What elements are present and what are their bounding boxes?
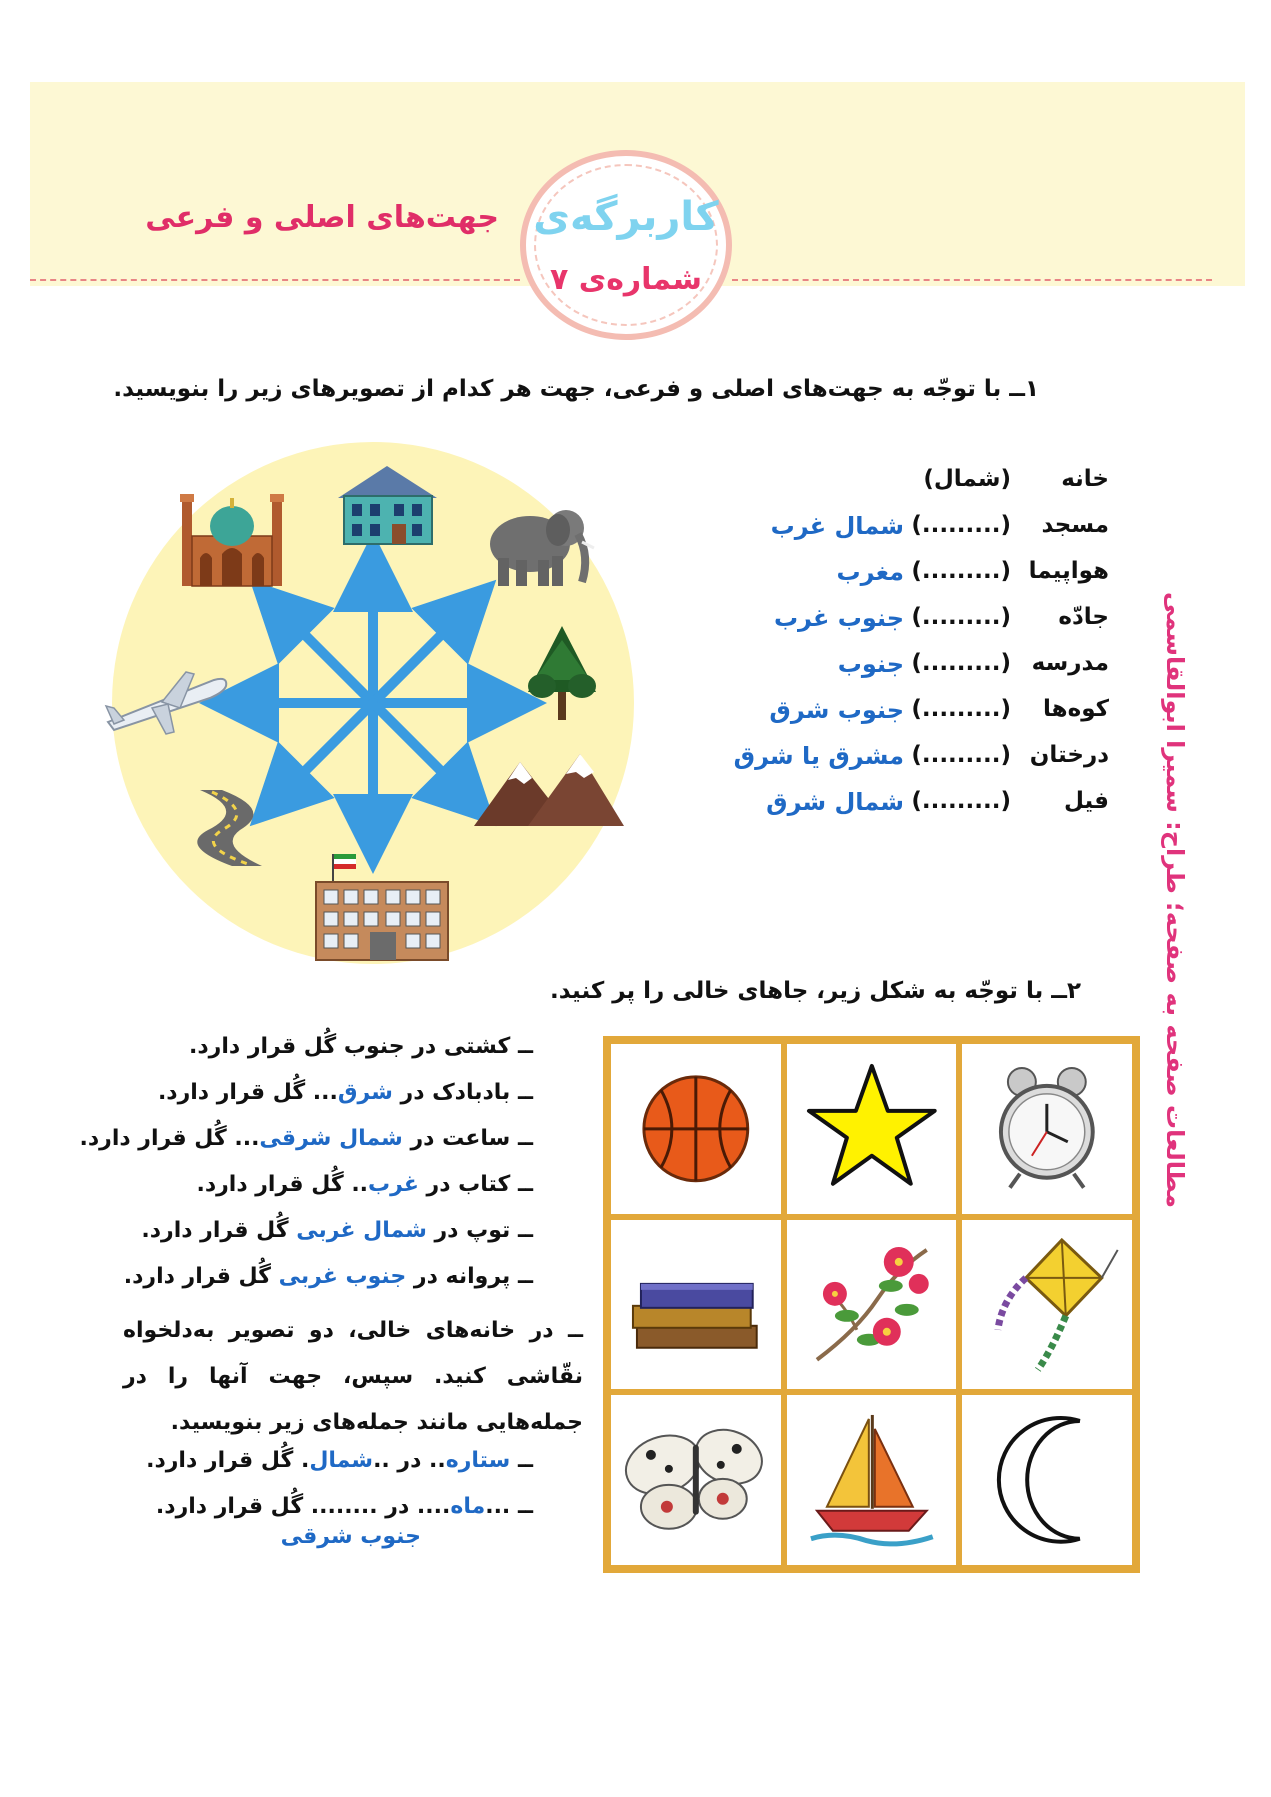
alarm-clock-icon xyxy=(962,1044,1132,1214)
road-icon xyxy=(178,790,266,866)
sentence: ــ بادبادک در شرق... گُل قرار دارد. xyxy=(157,1080,533,1105)
divider-line-right xyxy=(732,279,1212,281)
star-icon xyxy=(787,1044,957,1214)
item-name: مسجد xyxy=(1041,512,1109,538)
direction-answer: جنوب xyxy=(837,650,904,678)
item-name: کوه‌ها xyxy=(1043,696,1109,722)
direction-blank: (.........) xyxy=(911,604,1011,630)
direction-answer: مشرق یا شرق xyxy=(733,742,904,770)
worksheet-badge xyxy=(520,150,732,340)
sentence: ــ ساعت در شمال شرقی... گُل قرار دارد. xyxy=(79,1126,533,1151)
picture-grid xyxy=(603,1036,1140,1573)
sentence: ــ توپ در شمال غربی گُل قرار دارد. xyxy=(141,1218,533,1243)
item-name: جادّه xyxy=(1058,604,1109,630)
direction-answer: مغرب xyxy=(836,558,904,586)
grid-cell-kite xyxy=(959,1217,1135,1393)
direction-blank: (.........) xyxy=(911,788,1011,814)
sentence: ــ کشتی در جنوب گُل قرار دارد. xyxy=(189,1034,533,1059)
direction-answer: شمال غرب xyxy=(770,512,904,540)
grid-cell-sailboat xyxy=(784,1392,960,1568)
badge-label: کاربرگه‌ی xyxy=(533,194,719,240)
badge-number: شماره‌ی ۷ xyxy=(549,262,703,297)
item-name: فیل xyxy=(1064,788,1109,814)
kite-icon xyxy=(962,1220,1132,1390)
crescent-moon-icon xyxy=(962,1395,1132,1565)
sentence: ــ کتاب در غرب.. گُل قرار دارد. xyxy=(196,1172,533,1197)
direction-blank: (شمال) xyxy=(923,466,1011,492)
item-name: مدرسه xyxy=(1031,650,1109,676)
grid-cell-butterfly xyxy=(608,1392,784,1568)
sentence: ــ پروانه در جنوب غربی گُل قرار دارد. xyxy=(123,1264,533,1289)
house-icon xyxy=(330,460,445,548)
grid-cell-flower xyxy=(784,1217,960,1393)
elephant-icon xyxy=(478,498,596,590)
grid-cell-moon xyxy=(959,1392,1135,1568)
direction-blank: (.........) xyxy=(911,558,1011,584)
answer-row xyxy=(589,696,1109,736)
books-icon xyxy=(611,1220,781,1390)
direction-blank: (.........) xyxy=(911,742,1011,768)
airplane-icon xyxy=(102,664,232,738)
divider-line-left xyxy=(30,279,520,281)
sailboat-icon xyxy=(787,1395,957,1565)
answer-row xyxy=(589,650,1109,690)
direction-answer: شمال شرق xyxy=(766,788,904,816)
answer-row xyxy=(589,466,1109,506)
sentence-answer: غرب xyxy=(368,1172,419,1197)
answer-row xyxy=(589,558,1109,598)
school-icon xyxy=(312,852,452,964)
direction-blank: (.........) xyxy=(911,696,1011,722)
grid-cell-star xyxy=(784,1041,960,1217)
answer-row xyxy=(589,512,1109,552)
page-title: جهت‌های اصلی و فرعی xyxy=(145,200,499,235)
direction-blank: (.........) xyxy=(911,512,1011,538)
item-name: درختان xyxy=(1029,742,1109,768)
mosque-icon xyxy=(178,486,286,588)
sentence-answer: جنوب غربی xyxy=(278,1264,407,1289)
extra-sentence-2-answer: جنوب شرقی xyxy=(280,1524,421,1549)
item-name: خانه xyxy=(1061,466,1109,492)
direction-blank: (.........) xyxy=(911,650,1011,676)
side-credit: مطالعات صفحه به صفحه؛ طراح: سمیرا ابوالقاسمی xyxy=(1161,592,1189,1208)
direction-answer: جنوب غرب xyxy=(773,604,904,632)
sentence-answer: شرق xyxy=(337,1080,393,1105)
answer-row xyxy=(589,788,1109,828)
flower-icon xyxy=(787,1220,957,1390)
sentence-answer: شمال غربی xyxy=(296,1218,427,1243)
item-name: هواپیما xyxy=(1028,558,1109,584)
question-1: ۱ــ با توجّه به جهت‌های اصلی و فرعی، جهت هر کدام از تصویرهای زیر را بنویسید. xyxy=(113,376,1039,402)
grid-cell-books xyxy=(608,1217,784,1393)
grid-cell-basketball xyxy=(608,1041,784,1217)
sentence-answer: شمال شرقی xyxy=(259,1126,403,1151)
answer-row xyxy=(589,604,1109,644)
extra-sentence-2: ــ ...ماه.... در ........ گُل قرار دارد. xyxy=(155,1494,533,1519)
extra-sentence-1: ــ ستاره.. در ..شمال. گُل قرار دارد. xyxy=(146,1448,533,1473)
grid-cell-clock xyxy=(959,1041,1135,1217)
butterfly-icon xyxy=(611,1395,781,1565)
basketball-icon xyxy=(611,1044,781,1214)
answer-row xyxy=(589,742,1109,782)
question-2: ۲ــ با توجّه به شکل زیر، جاهای خالی را پر کنید. xyxy=(550,978,1081,1004)
drawing-instructions: ــ در خانه‌های خالی، دو تصویر به‌دلخواه نقّاشی کنید. سپس، جهت آنها را در جمله‌هایی مانند جمله‌های زیر بنویسید. xyxy=(123,1318,583,1435)
direction-answer: جنوب شرق xyxy=(769,696,904,724)
